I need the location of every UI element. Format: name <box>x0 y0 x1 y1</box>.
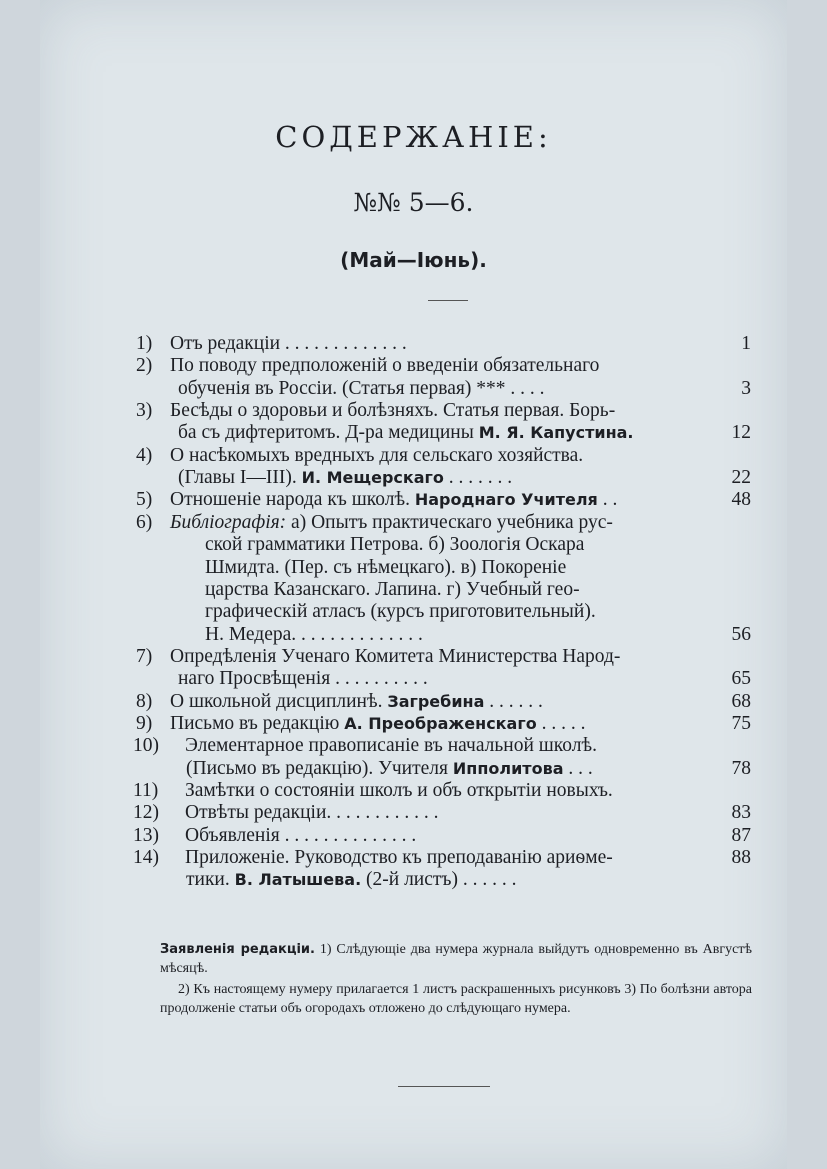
entry-title: Приложеніе. Руководство къ преподаванію ариѳме- <box>185 847 613 869</box>
editorial-notes <box>160 940 752 1020</box>
toc-page-number: 48 <box>731 489 751 511</box>
section-label: Библіографія: <box>170 511 287 533</box>
toc-entry-text <box>205 579 580 601</box>
toc-line <box>0 780 827 802</box>
toc-entry-text <box>186 869 516 891</box>
toc-line <box>0 713 827 735</box>
toc-page-number: 3 <box>741 377 751 399</box>
toc-line <box>0 758 827 780</box>
toc-entry-text <box>205 534 584 556</box>
toc-entry-text <box>178 378 544 400</box>
entry-author: В. Латышева. <box>234 870 362 890</box>
toc-line <box>0 489 827 511</box>
notes-heading: Заявленія редакціи. <box>160 942 315 957</box>
leader-dots: . . . . . . . <box>448 467 513 489</box>
toc-line <box>0 333 827 355</box>
entry-title: Шмидта. (Пер. съ нѣмецкаго). в) Покореніе <box>205 556 567 578</box>
toc-entry-number: 6) <box>136 511 153 533</box>
entry-title: наго Просвѣщенія . . . . . . . . . . <box>178 668 428 690</box>
toc-line <box>0 869 827 891</box>
entry-author: Загребина <box>387 691 485 711</box>
toc-entry-text <box>170 691 543 713</box>
entry-author: А. Преображенскаго <box>344 713 537 733</box>
entry-title: По поводу предположеній о введеніи обязательнаго <box>170 355 600 377</box>
toc-line <box>0 557 827 579</box>
toc-page-number: 12 <box>731 422 751 444</box>
toc-line <box>0 422 827 444</box>
toc-entry-text <box>170 355 599 377</box>
entry-title: ба съ дифтеритомъ. Д-ра медицины <box>178 422 474 444</box>
entry-title: а) Опытъ практическаго учебника рус- <box>291 511 613 533</box>
toc-entry-text <box>178 668 428 690</box>
entry-title: Элементарное правописаніе въ начальной школѣ. <box>185 735 597 757</box>
issue-months: (Май—Іюнь). <box>340 248 487 272</box>
toc-page-number: 78 <box>731 757 751 779</box>
toc-entry-number: 9) <box>136 712 153 734</box>
toc-line <box>0 624 827 646</box>
toc-line <box>0 802 827 824</box>
toc-page-number: 56 <box>731 623 751 645</box>
entry-title: тики. <box>186 869 230 891</box>
note-text: 1) Слѣдующіе два нумера журнала выйдутъ одновременно въ Августѣ мѣсяцѣ. <box>160 942 753 976</box>
entry-title: (Письмо въ редакцію). Учителя <box>186 757 448 779</box>
toc-entry-text <box>170 646 620 668</box>
toc-entry-number: 11) <box>133 780 159 801</box>
toc-entry-number: 3) <box>136 400 153 422</box>
toc-entry-text <box>170 400 615 422</box>
toc-entry-text <box>185 847 613 869</box>
toc-page-number: 22 <box>731 467 751 489</box>
entry-author: И. Мещерскаго <box>301 468 444 488</box>
toc-entry-text <box>170 445 583 467</box>
note-paragraph <box>160 940 752 978</box>
entry-author: Народнаго Учителя <box>414 490 598 510</box>
page-title: СОДЕРЖАНІЕ: <box>275 120 552 154</box>
toc-line <box>0 355 827 377</box>
toc-page-number: 88 <box>731 847 751 869</box>
toc-line <box>0 534 827 556</box>
toc-page-number: 68 <box>731 690 751 712</box>
divider <box>428 300 468 301</box>
toc-entry-text <box>185 735 597 757</box>
toc-line <box>0 825 827 847</box>
entry-title: обученія въ Россіи. (Статья первая) *** . . . . <box>178 377 545 399</box>
toc-line <box>0 601 827 623</box>
toc-entry-number: 2) <box>136 355 153 377</box>
entry-title: О школьной дисциплинѣ. <box>170 690 383 712</box>
toc-entry-number: 13) <box>133 824 159 846</box>
entry-title: О насѣкомыхъ вредныхъ для сельскаго хозяйства. <box>170 444 584 466</box>
toc-line <box>0 445 827 467</box>
toc-entry-text <box>170 489 617 511</box>
toc-entry-number: 10) <box>133 735 159 757</box>
toc-entry-text <box>205 601 596 623</box>
toc-entry-text <box>170 333 407 355</box>
toc-entry-text <box>205 557 566 579</box>
entry-author: Ипполитова <box>452 758 564 778</box>
entry-title: Отвѣты редакціи. . . . . . . . . . . . <box>185 802 439 824</box>
toc-entry-text <box>170 512 613 534</box>
entry-title: Н. Медера. . . . . . . . . . . . . . <box>205 623 423 645</box>
toc-line <box>0 646 827 668</box>
toc-line <box>0 378 827 400</box>
toc-entry-number: 5) <box>136 489 153 511</box>
toc-entry-text <box>205 624 423 646</box>
entry-title: Объявленія . . . . . . . . . . . . . . <box>185 824 417 846</box>
leader-dots: (2-й листъ) . . . . . . <box>366 869 517 891</box>
toc-entry-number: 7) <box>136 645 153 667</box>
entry-title: Опредѣленія Ученаго Комитета Министерства Народ- <box>170 645 621 667</box>
entry-title: царства Казанскаго. Лапина. г) Учебный гео- <box>205 578 580 600</box>
toc-entry-text <box>185 802 439 824</box>
leader-dots: . . . . . . <box>489 690 543 712</box>
entry-title: Отъ редакціи . . . . . . . . . . . . . <box>170 333 407 354</box>
leader-dots: . . <box>602 489 618 511</box>
entry-author: М. Я. Капустина. <box>478 423 634 443</box>
toc-line <box>0 691 827 713</box>
entry-title: Отношеніе народа къ школѣ. <box>170 489 410 511</box>
toc-entry-number: 1) <box>136 333 153 354</box>
entry-title: (Главы I—III). <box>178 467 297 489</box>
toc-page-number: 1 <box>741 333 751 354</box>
toc-line <box>0 735 827 757</box>
toc-line <box>0 668 827 690</box>
toc-page-number: 87 <box>731 824 751 846</box>
toc-entry-text <box>170 713 585 735</box>
toc-entry-number: 12) <box>133 802 159 824</box>
toc-page-number: 75 <box>731 712 751 734</box>
toc-entry-text <box>178 467 512 489</box>
entry-title: Замѣтки о состояніи школъ и объ открытіи новыхъ. <box>185 780 613 801</box>
toc-page-number: 65 <box>731 668 751 690</box>
toc-entry-text <box>185 780 613 802</box>
toc-line <box>0 467 827 489</box>
toc-entry-number: 8) <box>136 690 153 712</box>
entry-title: Письмо въ редакцію <box>170 712 340 734</box>
toc-line <box>0 579 827 601</box>
toc-line <box>0 847 827 869</box>
issue-number: №№ 5—6. <box>353 188 474 217</box>
toc-line <box>0 400 827 422</box>
entry-title: Бесѣды о здоровьи и болѣзняхъ. Статья первая. Борь- <box>170 400 616 422</box>
leader-dots: . . . <box>568 757 593 779</box>
toc-entry-text <box>186 758 593 780</box>
entry-title: графическій атласъ (курсъ приготовительный). <box>205 601 596 623</box>
divider <box>398 1086 490 1087</box>
toc-entry-text <box>178 422 634 444</box>
toc-entry-number: 4) <box>136 444 153 466</box>
entry-title: ской грамматики Петрова. б) Зоологія Оскара <box>205 534 585 556</box>
note-paragraph: 2) Къ настоящему нумеру прилагается 1 листъ раскрашенныхъ рисунковъ 3) По болѣзни автора продолженіе статьи объ огородахъ отложено до слѣдующаго нумера. <box>160 982 752 1016</box>
toc-entry-text <box>185 825 416 847</box>
leader-dots: . . . . . <box>541 712 586 734</box>
toc-line <box>0 512 827 534</box>
toc-entry-number: 14) <box>133 847 159 869</box>
toc-page-number: 83 <box>731 802 751 824</box>
